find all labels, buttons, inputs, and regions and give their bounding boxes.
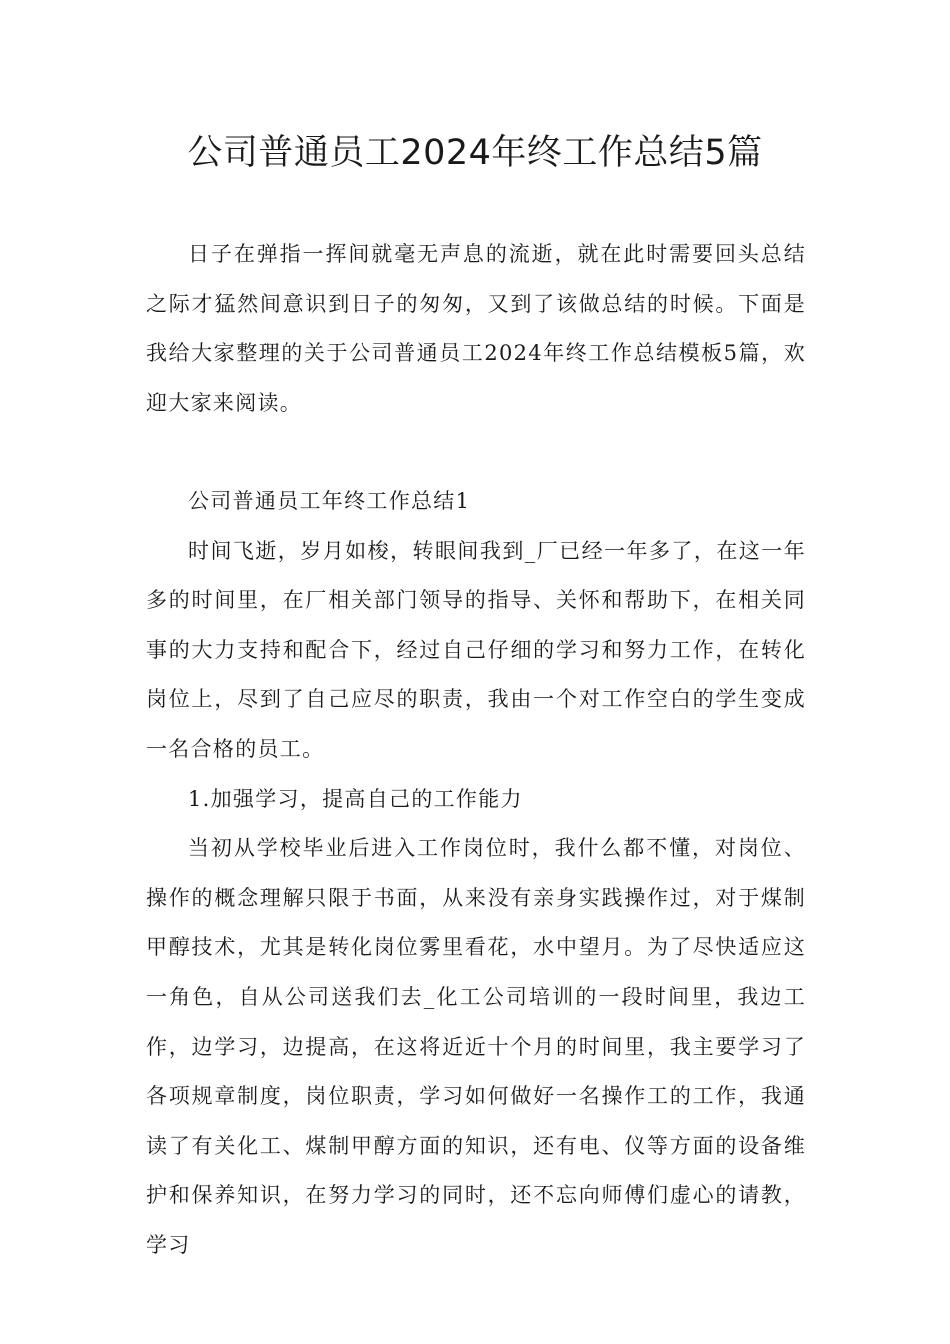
body-paragraph-2: 当初从学校毕业后进入工作岗位时，我什么都不懂，对岗位、操作的概念理解只限于书面，从来没有亲身实践操作过，对于煤制甲醇技术，尤其是转化岗位雾里看花，水中望月。为了尽快适应这一角色，自从公司送我们去_化工公司培训的一段时间里，我边工作，边学习，边提高，在这将近近十个月的时间里，我主要学习了各项规章制度，岗位职责，学习如何做好一名操作工的工作，我通读了有关化工、煤制甲醇方面的知识，还有电、仪等方面的设备维护和保养知识，在努力学习的同时，还不忘向师傅们虚心的请教，学习 (146, 836, 806, 1257)
subheading-1: 1.加强学习，提高自己的工作能力 (188, 786, 523, 811)
section-block (146, 477, 806, 1271)
document-title: 公司普通员工2024年终工作总结5篇 (187, 133, 763, 173)
intro-block (146, 230, 806, 428)
intro-paragraph: 日子在弹指一挥间就毫无声息的流逝，就在此时需要回头总结之际才猛然间意识到日子的匆匆，又到了该做总结的时候。下面是我给大家整理的关于公司普通员工2024年终工作总结模板5篇，欢迎大家来阅读。 (146, 242, 806, 415)
section-heading: 公司普通员工年终工作总结1 (188, 489, 471, 513)
body-paragraph-1: 时间飞逝，岁月如梭，转眼间我到_厂已经一年多了，在这一年多的时间里，在厂相关部门领导的指导、关怀和帮助下，在相关同事的大力支持和配合下，经过自己仔细的学习和努力工作，在转化岗位上，尽到了自己应尽的职责，我由一个对工作空白的学生变成一名合格的员工。 (146, 538, 806, 761)
